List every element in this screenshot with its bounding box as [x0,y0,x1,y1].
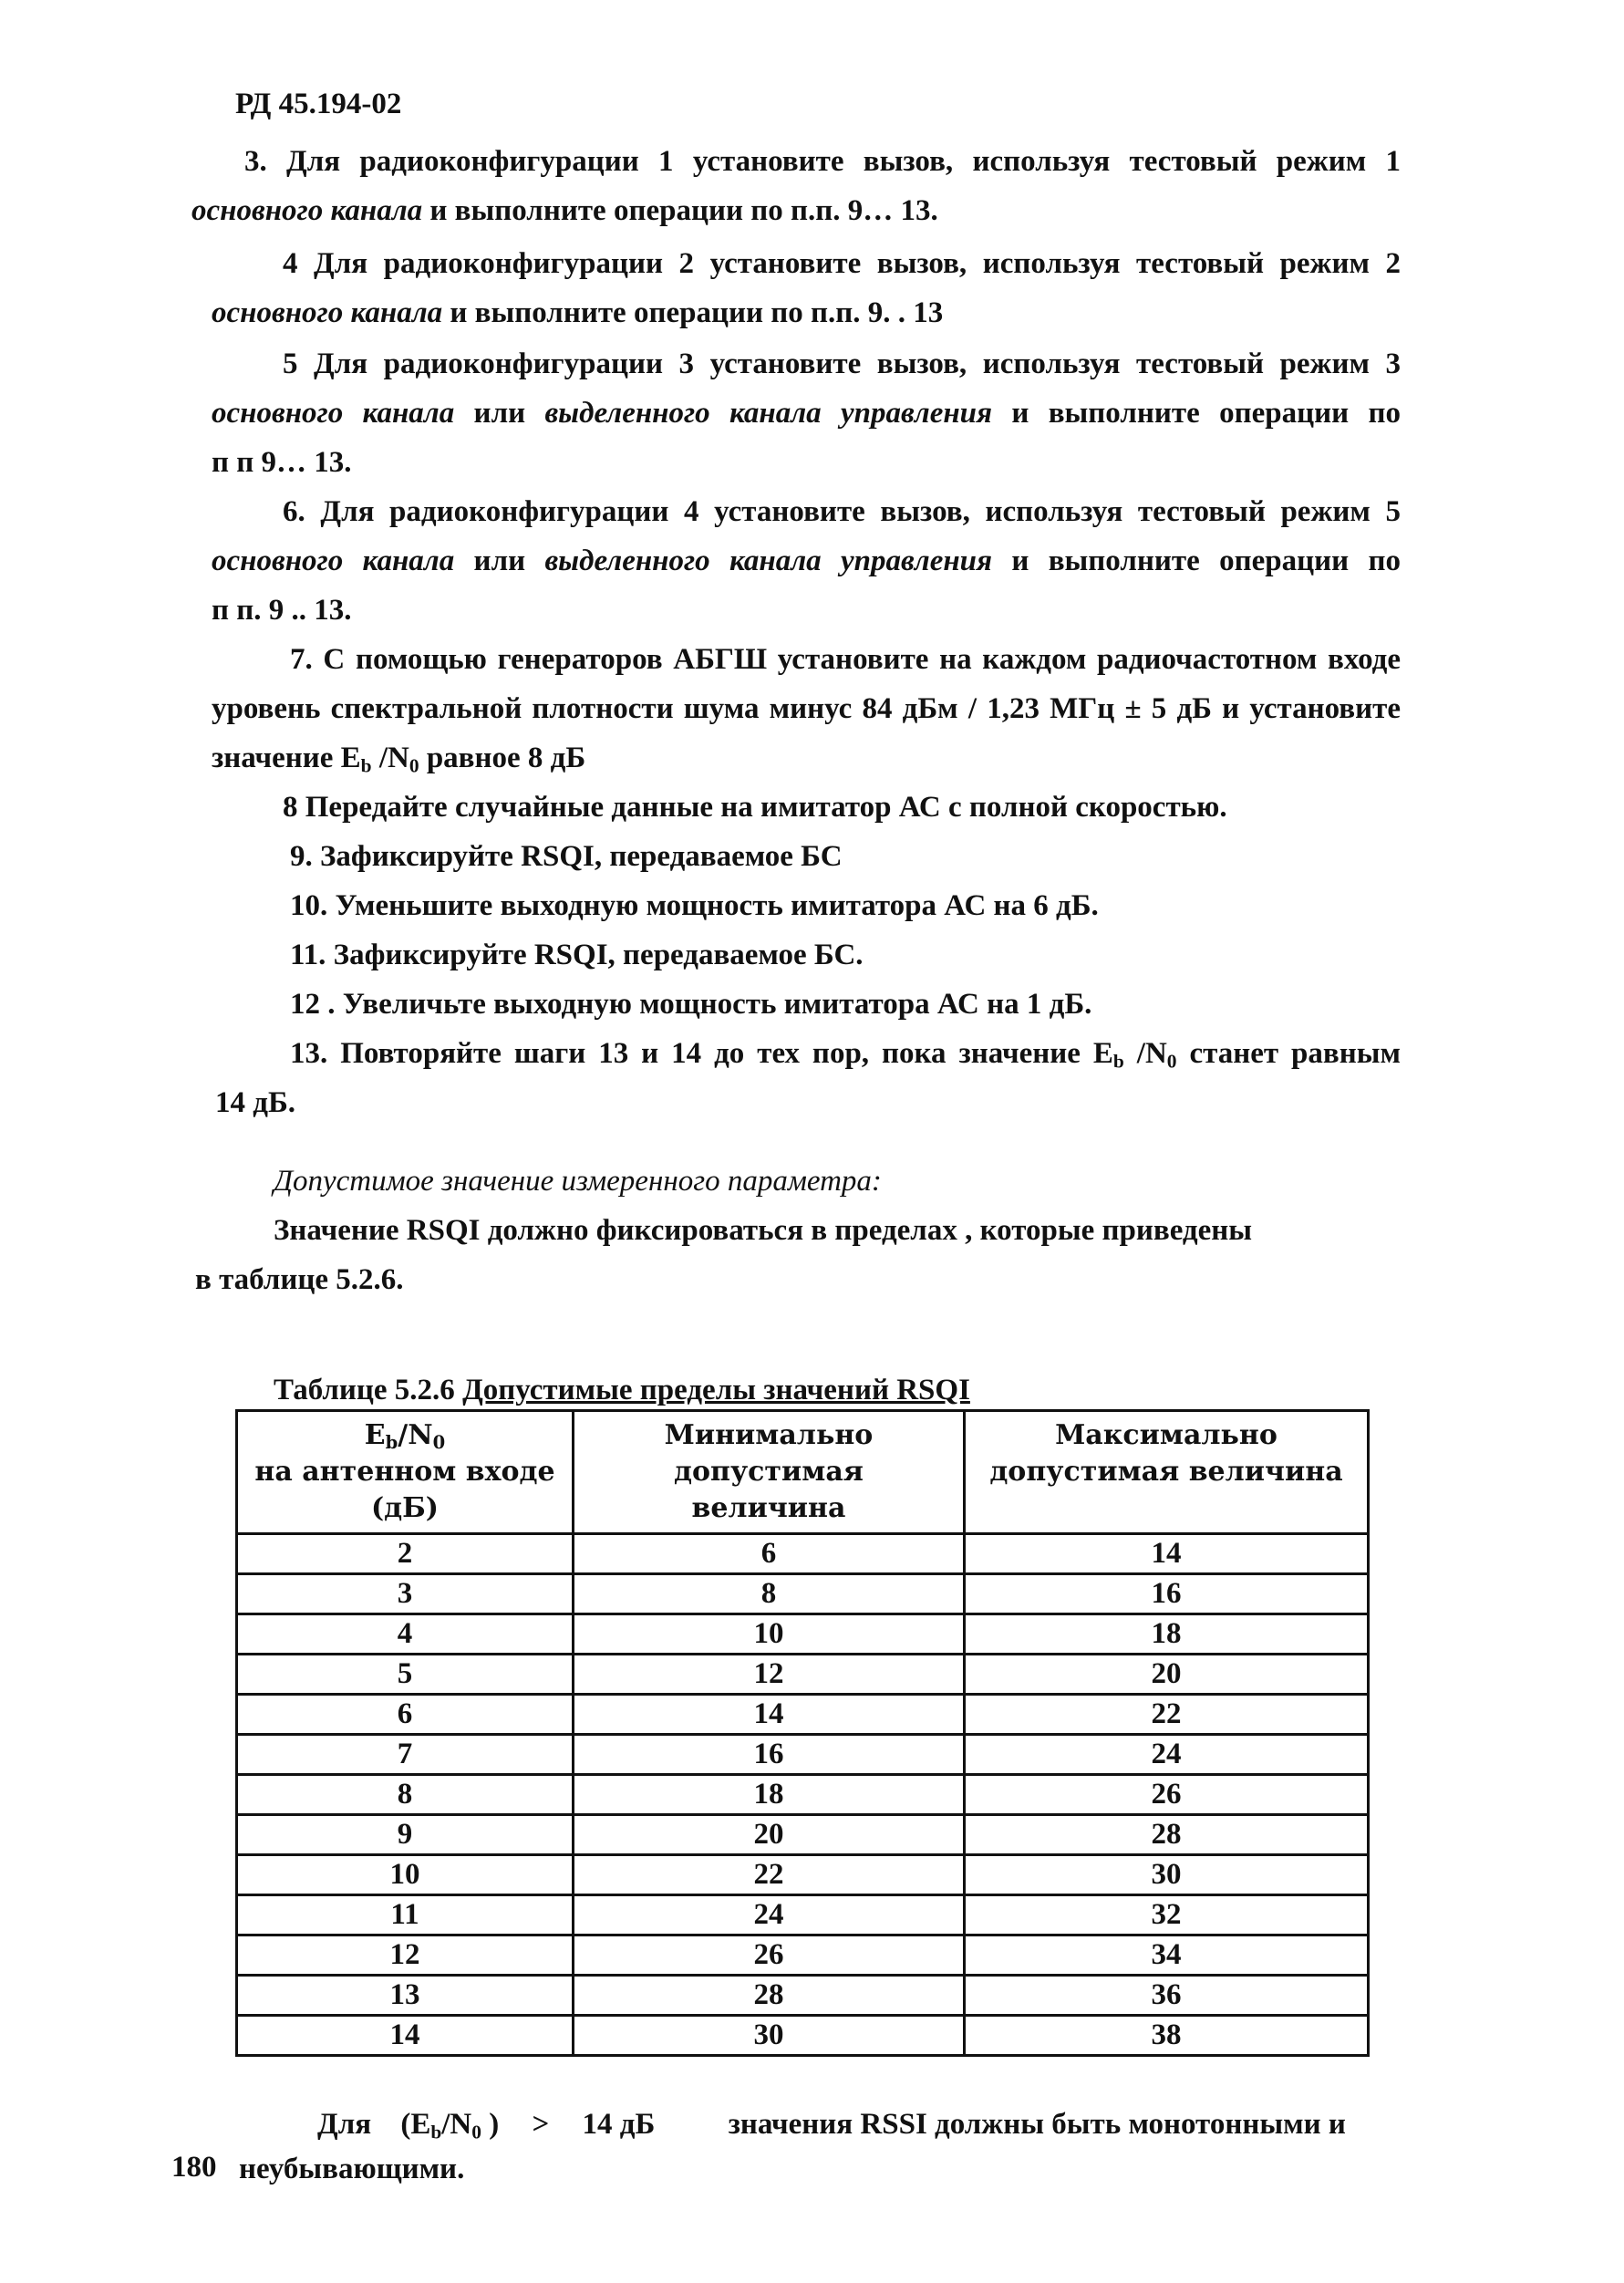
step-4-italic: основного канала [212,296,443,329]
step-6-italic-b: выделенного канала управления [544,545,993,577]
step-12: 12 . Увеличьте выходную мощность имитатора АС на 1 дБ. [290,988,1092,1021]
footer-sub-b: b [430,2121,442,2143]
cell-max: 38 [964,2016,1368,2056]
cell-min: 24 [573,1895,964,1935]
footer-gt: > [532,2108,550,2141]
cell-min: 20 [573,1815,964,1855]
table-row [237,1895,1369,1935]
step-4-line-2 [212,288,943,337]
table-row [237,1935,1369,1976]
footer-e: (E [400,2108,431,2141]
table-row [237,1614,1369,1655]
s7-text-c: равное 8 дБ [419,742,586,774]
step-3-italic: основного канала [191,194,423,227]
s7-sub-0: 0 [409,754,419,777]
step-5-rest: и выполните операции по [992,397,1402,430]
table-row [237,1775,1369,1815]
footer-line-1 [317,2100,1439,2149]
s7-text-a: значение E [212,742,361,774]
table-row [237,1855,1369,1895]
cell-max: 32 [964,1895,1368,1935]
step-10: 10. Уменьшите выходную мощность имитатора АС на 6 дБ. [290,889,1099,922]
step-3-line-1: 3. Для радиоконфигурации 1 установите вызов, используя тестовый режим 1 [244,145,1401,178]
footer-line-2: неубывающими. [239,2153,465,2185]
acceptance-line-2: в таблице 5.2.6. [195,1263,404,1296]
step-6-or: или [454,545,545,577]
table-row [237,1574,1369,1614]
cell-max: 26 [964,1775,1368,1815]
document-code: РД 45.194-02 [235,88,402,120]
cell-max: 24 [964,1735,1368,1775]
step-11: 11. Зафиксируйте RSQI, передаваемое БС. [290,939,864,971]
step-5-line-3: п п 9… 13. [212,446,352,479]
hdr-n: /N [398,1419,433,1451]
step-7-line-3 [212,733,585,783]
cell-ebno: 14 [237,2016,574,2056]
table-header-row [237,1411,1369,1534]
cell-min: 6 [573,1534,964,1574]
cell-min: 10 [573,1614,964,1655]
rsqi-limits-table [235,1409,1370,2057]
cell-ebno: 11 [237,1895,574,1935]
hdr-db: (дБ) [370,1492,439,1524]
cell-ebno: 4 [237,1614,574,1655]
acceptance-title: Допустимое значение измеренного параметра: [274,1165,882,1198]
s13-text-a: 13. Повторяйте шаги 13 и 14 до тех пор, пока значение E [290,1037,1113,1070]
step-6-line-1: 6. Для радиоконфигурации 4 установите вызов, используя тестовый режим 5 [283,495,1401,528]
footer-paren: ) [481,2108,500,2141]
s13-text-c: станет равным [1176,1037,1401,1070]
table-row [237,1695,1369,1735]
step-7-line-2: уровень спектральной плотности шума минус 84 дБм / 1,23 МГц ± 5 дБ и установите [212,692,1401,725]
footer-ratio [400,2108,499,2141]
table-row [237,2016,1369,2056]
cell-max: 34 [964,1935,1368,1976]
table-row [237,1976,1369,2016]
table-row [237,1534,1369,1574]
cell-max: 36 [964,1976,1368,2016]
step-13-line-2: 14 дБ. [215,1086,296,1119]
footer-for: Для [317,2108,372,2141]
page-number: 180 [171,2151,217,2184]
cell-min: 8 [573,1574,964,1614]
step-5-or: или [454,397,545,430]
hdr-antenna: на антенном входе [254,1456,555,1488]
step-6-line-3: п п. 9 .. 13. [212,594,352,627]
cell-ebno: 10 [237,1855,574,1895]
step-5-italic-b: выделенного канала управления [544,397,993,430]
cell-ebno: 13 [237,1976,574,2016]
s13-text-b: /N [1123,1037,1167,1070]
cell-ebno: 3 [237,1574,574,1614]
step-3-line-2 [191,186,938,235]
step-6-rest: и выполните операции по [992,545,1402,577]
cell-max: 20 [964,1655,1368,1695]
cell-ebno: 2 [237,1534,574,1574]
footer-n: /N [441,2108,472,2141]
step-4-rest: и выполните операции по п.п. 9. . 13 [442,296,944,329]
step-5-italic-a: основного канала [212,397,455,430]
header-min [573,1411,964,1534]
table-row [237,1655,1369,1695]
step-8: 8 Передайте случайные данные на имитатор АС с полной скоростью. [283,791,1227,824]
table-row [237,1735,1369,1775]
cell-min: 30 [573,2016,964,2056]
hdr-min-l1: Минимально допустимая [664,1419,874,1488]
hdr-sub-0: 0 [432,1431,446,1453]
cell-ebno: 8 [237,1775,574,1815]
table-row [237,1815,1369,1855]
hdr-max-l2: допустимая величина [989,1456,1343,1488]
table-caption [274,1374,970,1407]
step-5-line-2 [212,389,1401,438]
s7-sub-b: b [360,754,372,777]
hdr-max-l1: Максимально [1055,1419,1277,1451]
cell-max: 22 [964,1695,1368,1735]
step-3-rest: и выполните операции по п.п. 9… 13. [422,194,938,227]
cell-min: 28 [573,1976,964,2016]
footer-rest: значения RSSI должны быть монотонными и [728,2108,1346,2141]
cell-min: 26 [573,1935,964,1976]
header-max [964,1411,1368,1534]
cell-max: 16 [964,1574,1368,1614]
cell-max: 18 [964,1614,1368,1655]
acceptance-line-1: Значение RSQI должно фиксироваться в пределах , которые приведены [274,1214,1253,1247]
s13-sub-0: 0 [1166,1050,1177,1073]
hdr-e: E [364,1419,386,1451]
cell-min: 16 [573,1735,964,1775]
s13-sub-b: b [1112,1050,1124,1073]
step-4-line-1: 4 Для радиоконфигурации 2 установите вызов, используя тестовый режим 2 [283,247,1401,280]
cell-min: 14 [573,1695,964,1735]
cell-ebno: 6 [237,1695,574,1735]
step-6-italic-a: основного канала [212,545,455,577]
hdr-min-l2: величина [691,1492,846,1524]
step-7-line-1: 7. С помощью генераторов АБГШ установите на каждом радиочастотном входе [290,643,1401,676]
cell-min: 22 [573,1855,964,1895]
s7-text-b: /N [371,742,409,774]
cell-ebno: 12 [237,1935,574,1976]
table-caption-title: Допустимые пределы значений RSQI [462,1374,970,1406]
hdr-sub-b: b [385,1431,398,1453]
step-13-line-1 [290,1029,1401,1078]
step-9: 9. Зафиксируйте RSQI, передаваемое БС [290,840,843,873]
cell-max: 14 [964,1534,1368,1574]
cell-ebno: 9 [237,1815,574,1855]
step-6-line-2 [212,536,1401,586]
step-5-line-1: 5 Для радиоконфигурации 3 установите вызов, используя тестовый режим 3 [283,348,1401,380]
cell-max: 30 [964,1855,1368,1895]
footer-sub-0: 0 [471,2121,481,2143]
table-body [237,1534,1369,2056]
cell-ebno: 5 [237,1655,574,1695]
header-ebno [237,1411,574,1534]
table-caption-prefix: Таблице 5.2.6 [274,1374,463,1406]
cell-max: 28 [964,1815,1368,1855]
cell-min: 18 [573,1775,964,1815]
footer-14db: 14 дБ [582,2108,656,2141]
cell-ebno: 7 [237,1735,574,1775]
cell-min: 12 [573,1655,964,1695]
